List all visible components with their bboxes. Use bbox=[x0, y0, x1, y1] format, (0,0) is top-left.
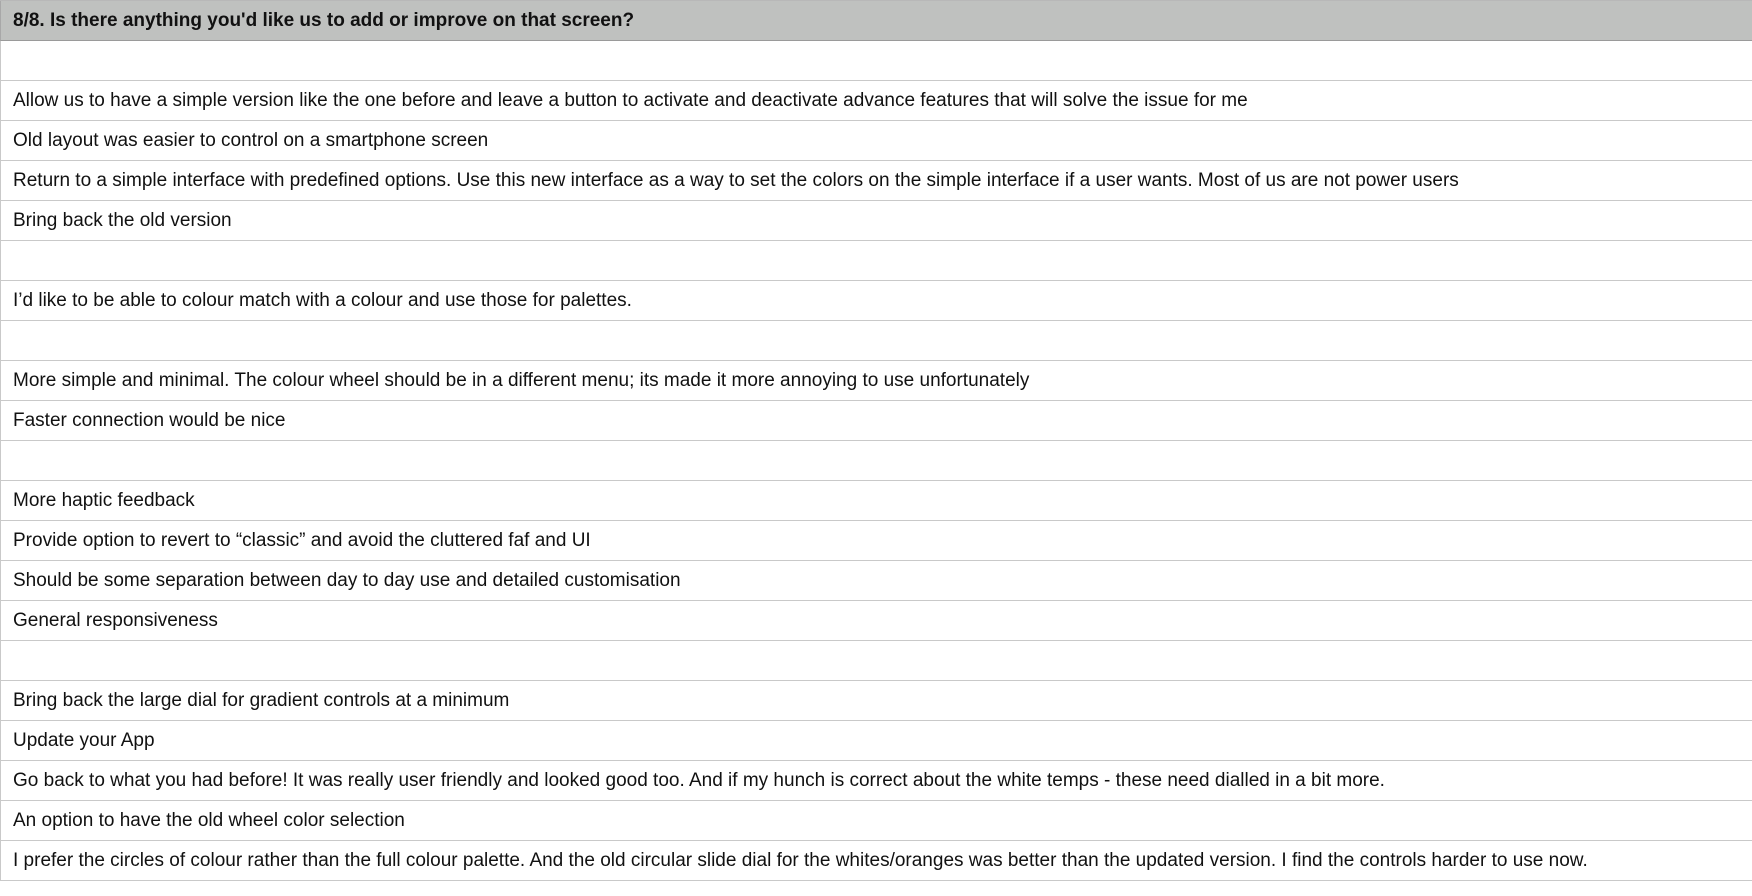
response-cell[interactable]: Should be some separation between day to day use and detailed customisation bbox=[0, 561, 1752, 601]
response-cell[interactable] bbox=[0, 641, 1752, 681]
response-cell[interactable]: More haptic feedback bbox=[0, 481, 1752, 521]
response-cell[interactable]: Allow us to have a simple version like the one before and leave a button to activate and deactivate advance features that will solve the issue for me bbox=[0, 81, 1752, 121]
response-cell[interactable]: Return to a simple interface with predefined options. Use this new interface as a way to set the colors on the simple interface if a user wants. Most of us are not power users bbox=[0, 161, 1752, 201]
response-cell[interactable]: Provide option to revert to “classic” and avoid the cluttered faf and UI bbox=[0, 521, 1752, 561]
response-cell[interactable]: I’d like to be able to colour match with a colour and use those for palettes. bbox=[0, 281, 1752, 321]
response-cell[interactable]: General responsiveness bbox=[0, 601, 1752, 641]
response-cell[interactable]: I prefer the circles of colour rather than the full colour palette. And the old circular slide dial for the whites/oranges was better than the updated version. I find the controls harder to use now. bbox=[0, 841, 1752, 881]
response-cell[interactable]: Bring back the large dial for gradient controls at a minimum bbox=[0, 681, 1752, 721]
column-header-cell[interactable]: 8/8. Is there anything you'd like us to add or improve on that screen? bbox=[0, 1, 1752, 41]
response-cell[interactable]: An option to have the old wheel color selection bbox=[0, 801, 1752, 841]
response-cell[interactable]: More simple and minimal. The colour wheel should be in a different menu; its made it more annoying to use unfortunately bbox=[0, 361, 1752, 401]
response-cell[interactable] bbox=[0, 241, 1752, 281]
response-cell[interactable]: Go back to what you had before! It was really user friendly and looked good too. And if my hunch is correct about the white temps - these need dialled in a bit more. bbox=[0, 761, 1752, 801]
response-cell[interactable] bbox=[0, 441, 1752, 481]
response-cell[interactable] bbox=[0, 321, 1752, 361]
response-cell[interactable]: Old layout was easier to control on a smartphone screen bbox=[0, 121, 1752, 161]
response-cell[interactable]: Faster connection would be nice bbox=[0, 401, 1752, 441]
response-cell[interactable]: Bring back the old version bbox=[0, 201, 1752, 241]
response-cell[interactable]: Update your App bbox=[0, 721, 1752, 761]
response-cell[interactable] bbox=[0, 41, 1752, 81]
